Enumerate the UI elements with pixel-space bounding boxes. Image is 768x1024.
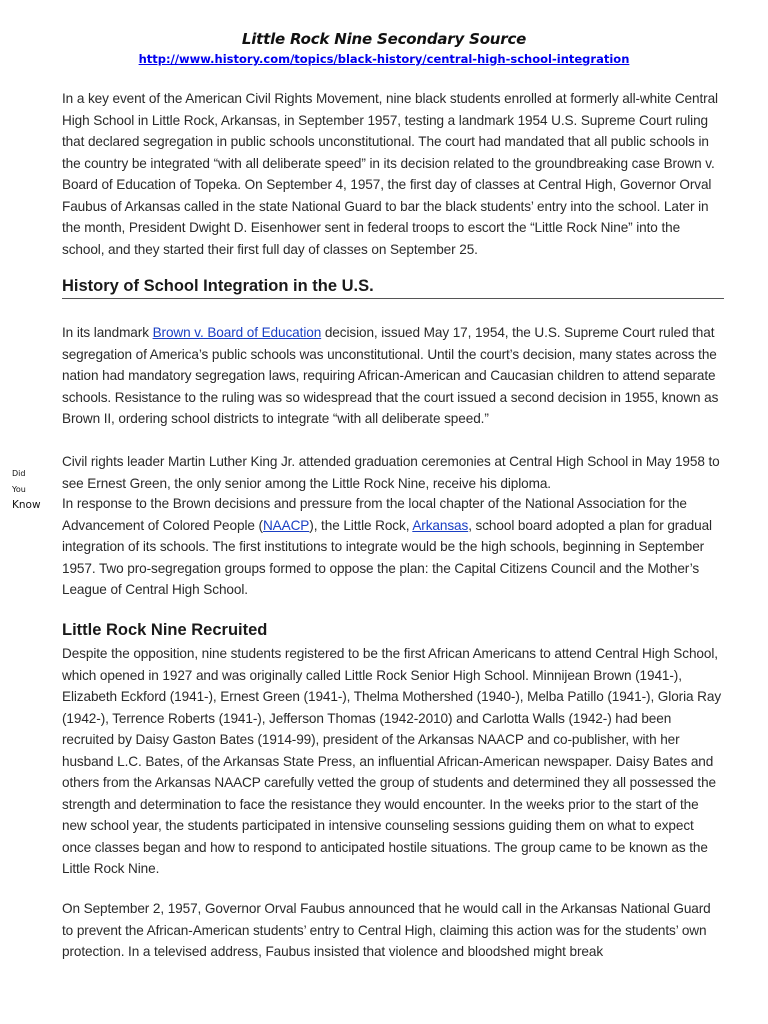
text-run: decision, issued May 17, 1954, the U.S. Supreme Court ruled that segregation of America’s public schools was unconstitutional. Until the court’s decision, many states across the nation had mandatory segregation laws, requiring African-American and Caucasian children to attend separate schools. Resistance to the ruling was so widespread that the court issued a second decision in 1955, known as Brown II, ordering school districts to integrate “with all deliberate speed.”	[62, 325, 719, 426]
naacp-link[interactable]: NAACP	[262, 517, 310, 533]
text-run: In response to the Brown decisions and pressure from the local chapter of the National Association for the Advancement of Colored People (	[62, 496, 687, 533]
section-heading-history: History of School Integration in the U.S.	[62, 277, 374, 295]
history-paragraph-1	[62, 322, 722, 430]
did-you-know-paragraph: Civil rights leader Martin Luther King Jr. attended graduation ceremonies at Central High School in May 1958 to see Ernest Green, the only senior among the Little Rock Nine, receive his diploma.	[62, 454, 720, 491]
text-run: ), the Little Rock,	[309, 517, 413, 533]
text-run: , school board adopted a plan for gradual integration of its schools. The first institutions to integrate would be the high schools, beginning in September 1957. Two pro-segregation groups formed to oppose the plan: the Capital Citizens Council and the Mother’s League of Central High School.	[62, 517, 712, 597]
section-heading-recruited: Little Rock Nine Recruited	[62, 621, 268, 639]
recruited-paragraph-1: Despite the opposition, nine students registered to be the first African Americans to attend Central High School, which opened in 1927 and was originally called Little Rock Senior High School. Minnijean Brown (1941-), Elizabeth Eckford (1941-), Ernest Green (1941-), Thelma Mothershed (1940-), Melba Patillo (1941-), Gloria Ray (1942-), Terrence Roberts (1941-), Jefferson Thomas (1942-2010) and Carlotta Walls (1942-) had been recruited by Daisy Gaston Bates (1914-99), president of the Arkansas NAACP and co-publisher, with her husband L.C. Bates, of the Arkansas State Press, an influential African-American newspaper. Daisy Bates and others from the Arkansas NAACP carefully vetted the group of students and determined they all possessed the strength and determination to face the resistance they would encounter. In the weeks prior to the start of the new school year, the students participated in intensive counseling sessions guiding them on what to expect once classes began and how to respond to anticipated hostile situations. The group came to be known as the Little Rock Nine.	[62, 646, 722, 876]
intro-paragraph: In a key event of the American Civil Rights Movement, nine black students enrolled at formerly all-white Central High School in Little Rock, Arkansas, in September 1957, testing a landmark 1954 U.S. Supreme Court ruling that declared segregation in public schools unconstitutional. The court had mandated that all public schools in the country be integrated “with all deliberate speed” in its decision related to the groundbreaking case Brown v. Board of Education of Topeka. On September 4, 1957, the first day of classes at Central High, Governor Orval Faubus of Arkansas called in the state National Guard to bar the black students’ entry into the school. Later in the month, President Dwight D. Eisenhower sent in federal troops to escort the “Little Rock Nine” into the school, and they started their first full day of classes on September 25.	[62, 91, 718, 257]
arkansas-link[interactable]: Arkansas	[412, 517, 469, 533]
brown-v-board-link[interactable]: Brown v. Board of Education	[152, 325, 322, 340]
text-run: In its landmark	[62, 325, 153, 340]
did-you-know-line-know: Know	[12, 499, 41, 511]
did-you-know-line-you: You	[12, 485, 26, 494]
document-title: Little Rock Nine Secondary Source	[241, 30, 527, 48]
section-divider	[62, 298, 724, 299]
history-paragraph-2	[62, 493, 722, 601]
source-url-link[interactable]: http://www.history.com/topics/black-history/central-high-school-integration	[138, 52, 630, 66]
did-you-know-line-did: Did	[12, 469, 26, 478]
did-you-know-label	[12, 466, 52, 512]
recruited-paragraph-2: On September 2, 1957, Governor Orval Faubus announced that he would call in the Arkansas National Guard to prevent the African-American students’ entry to Central High, claiming this action was for the students’ own protection. In a televised address, Faubus insisted that violence and bloodshed might break	[62, 901, 711, 959]
